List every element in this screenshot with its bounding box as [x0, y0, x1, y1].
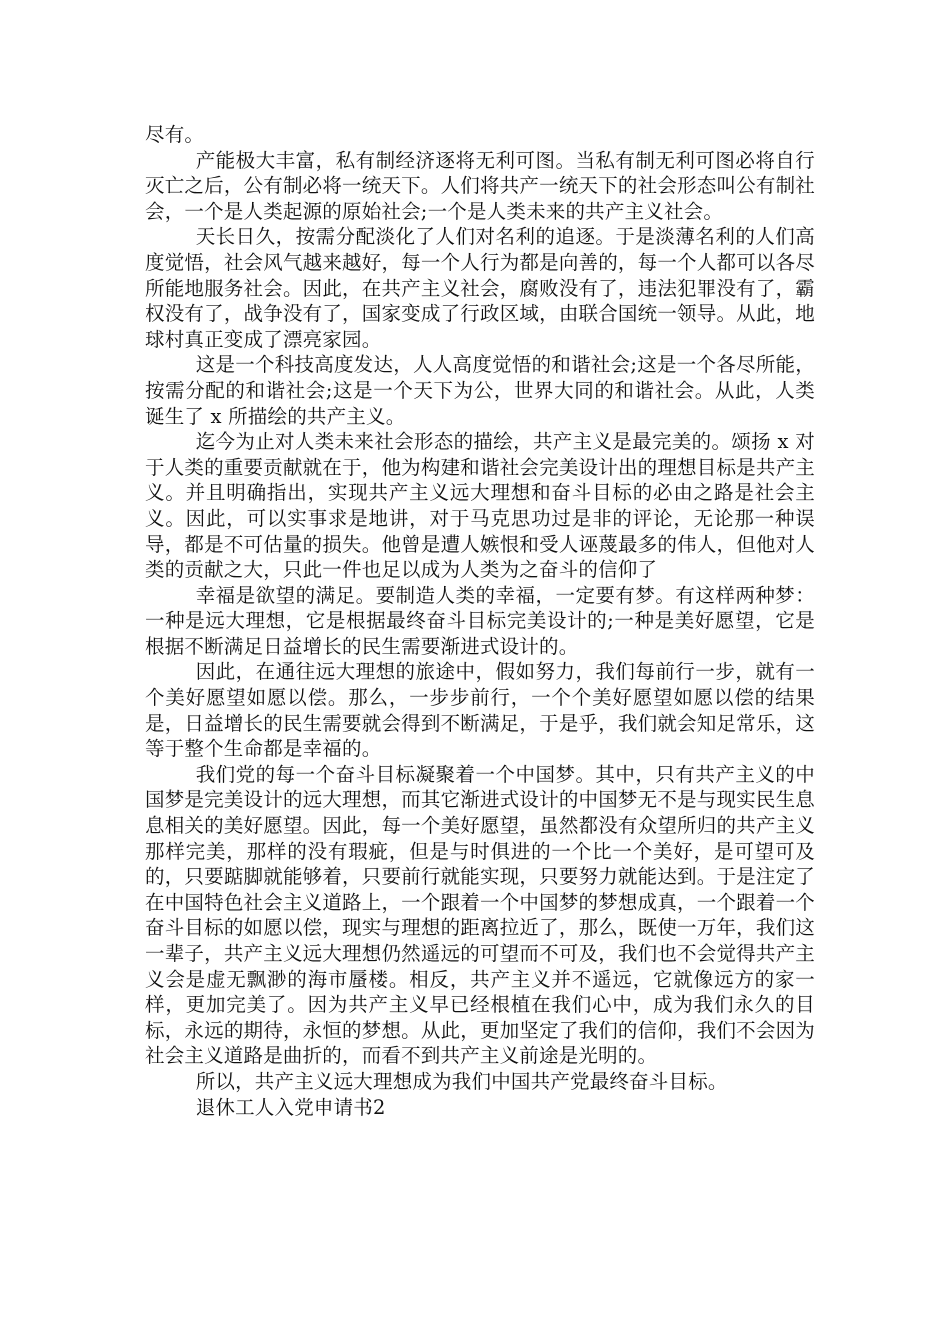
paragraph-3: 这是一个科技高度发达，人人高度觉悟的和谐社会;这是一个各尽所能，按需分配的和谐社会;这是一个天下为公，世界大同的和谐社会。从此，人类诞生了 x 所描绘的共产主义。 [145, 353, 815, 428]
document-body [145, 122, 815, 1120]
paragraph-0: 尽有。 [145, 123, 205, 146]
paragraph-2: 天长日久，按需分配淡化了人们对名利的追逐。于是淡薄名利的人们高度觉悟，社会风气越来越好，每一个人行为都是向善的，每一个人都可以各尽所能地服务社会。因此，在共产主义社会，腐败没有了，违法犯罪没有了，霸权没有了，战争没有了，国家变成了行政区域，由联合国统一领导。从此，地球村真正变成了漂亮家园。 [145, 225, 815, 351]
paragraph-7: 我们党的每一个奋斗目标凝聚着一个中国梦。其中，只有共产主义的中国梦是完美设计的远大理想，而其它渐进式设计的中国梦无不是与现实民生息息相关的美好愿望。因此，每一个美好愿望，虽然都没有众望所归的共产主义那样完美，那样的没有瑕疵，但是与时俱进的一个比一个美好，是可望可及的，只要踮脚就能够着，只要前行就能实现，只要努力就能达到。于是注定了在中国特色社会主义道路上，一个跟着一个中国梦的梦想成真，一个跟着一个奋斗目标的如愿以偿，现实与理想的距离拉近了，那么，既使一万年，我们这一辈子，共产主义远大理想仍然遥远的可望而不可及，我们也不会觉得共产主义会是虚无飘渺的海市蜃楼。相反，共产主义并不遥远，它就像远方的家一样，更加完美了。因为共产主义早已经根植在我们心中，成为我们永久的目标，永远的期待，永恒的梦想。从此，更加坚定了我们的信仰，我们不会因为社会主义道路是曲折的，而看不到共产主义前途是光明的。 [145, 762, 815, 1068]
paragraph-8: 所以，共产主义远大理想成为我们中国共产党最终奋斗目标。 [195, 1069, 728, 1093]
paragraph-1: 产能极大丰富，私有制经济逐将无利可图。当私有制无利可图必将自行灭亡之后，公有制必将一统天下。人们将共产一统天下的社会形态叫公有制社会，一个是人类起源的原始社会;一个是人类未来的共产主义社会。 [145, 148, 815, 223]
section-heading: 退休工人入党申请书2 [195, 1095, 386, 1119]
paragraph-6: 因此，在通往远大理想的旅途中，假如努力，我们每前行一步，就有一个美好愿望如愿以偿。那么，一步步前行，一个个美好愿望如愿以偿的结果是，日益增长的民生需要就会得到不断满足，于是乎，我们就会知足常乐，这等于整个生命都是幸福的。 [145, 660, 815, 761]
paragraph-4: 迄今为止对人类未来社会形态的描绘，共产主义是最完美的。颂扬 x 对于人类的重要贡献就在于，他为构建和谐社会完美设计出的理想目标是共产主义。并且明确指出，实现共产主义远大理想和奋斗目标的必由之路是社会主义。因此，可以实事求是地讲，对于马克思功过是非的评论，无论那一种误导，都是不可估量的损失。他曾是遭人嫉恨和受人诬蔑最多的伟人，但他对人类的贡献之大，只此一件也足以成为人类为之奋斗的信仰了 [145, 430, 815, 582]
paragraph-5: 幸福是欲望的满足。要制造人类的幸福，一定要有梦。有这样两种梦：一种是远大理想，它是根据最终奋斗目标完美设计的;一种是美好愿望，它是根据不断满足日益增长的民生需要渐进式设计的。 [145, 583, 815, 658]
